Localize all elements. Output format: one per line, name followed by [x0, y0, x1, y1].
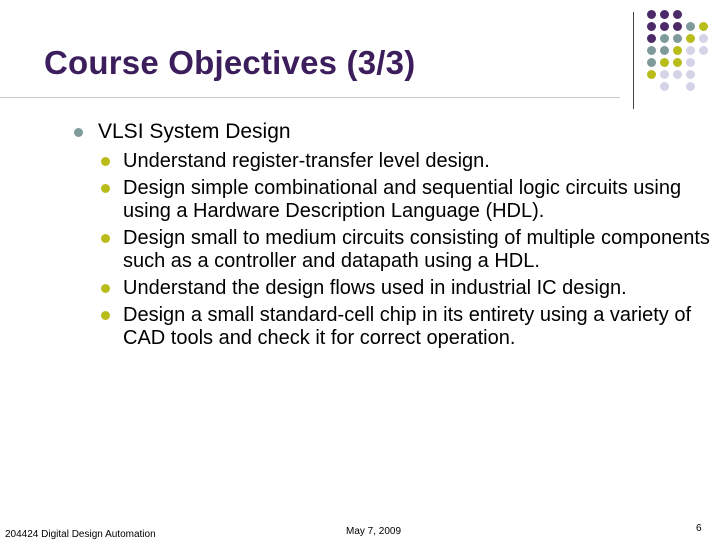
decor-dot: [673, 70, 682, 79]
bullet-item: [74, 120, 714, 144]
decor-dot: [673, 22, 682, 31]
subbullet-item: [101, 304, 714, 350]
decor-dot: [647, 34, 656, 43]
slide-title: Course Objectives (3/3): [44, 44, 416, 81]
bullet-dot-icon: [101, 311, 110, 320]
bullet-dot-icon: [101, 184, 110, 193]
subbullet-text: Design simple combinational and sequential logic circuits using using a Hardware Description Language (HDL).: [123, 177, 682, 222]
footer-date: May 7, 2009: [346, 526, 402, 537]
decor-dot: [660, 70, 669, 79]
decor-dot: [660, 34, 669, 43]
decor-dot: [660, 10, 669, 19]
subbullet-text: Understand register-transfer level design.: [123, 150, 490, 172]
bullet-dot-icon: [74, 128, 83, 137]
title-divider: [0, 97, 620, 98]
decor-vertical-line: [633, 12, 634, 109]
decor-dot: [647, 58, 656, 67]
decor-dot: [660, 58, 669, 67]
decor-dot: [660, 82, 669, 91]
subbullet-item: [101, 177, 714, 223]
decor-dot: [660, 46, 669, 55]
decor-dot: [660, 22, 669, 31]
decor-dot: [673, 34, 682, 43]
subbullet-item: [101, 277, 714, 300]
decor-dot: [647, 46, 656, 55]
footer-course: 204424 Digital Design Automation: [5, 529, 156, 540]
bullet-dot-icon: [101, 234, 110, 243]
decor-dot: [647, 10, 656, 19]
decor-dot: [673, 58, 682, 67]
decor-dot: [673, 10, 682, 19]
decor-dot: [699, 22, 708, 31]
decor-dot: [686, 34, 695, 43]
bullet-dot-icon: [101, 284, 110, 293]
subbullet-item: [101, 150, 714, 173]
page-number: 6: [696, 523, 702, 534]
subbullet-text: Understand the design flows used in industrial IC design.: [123, 277, 627, 299]
decor-dot: [647, 22, 656, 31]
decor-dot: [699, 46, 708, 55]
decor-dot: [686, 82, 695, 91]
decor-dot-grid: [647, 10, 727, 110]
bullet-dot-icon: [101, 157, 110, 166]
bullet-text: VLSI System Design: [98, 120, 291, 143]
decor-dot: [673, 46, 682, 55]
decor-dot: [686, 58, 695, 67]
decor-dot: [699, 34, 708, 43]
bullet-list: [74, 120, 714, 354]
decor-dot: [686, 22, 695, 31]
subbullet-text: Design small to medium circuits consisting of multiple components such as a controller and datapath using a HDL.: [123, 227, 710, 272]
decor-dot: [686, 70, 695, 79]
subbullet-item: [101, 227, 714, 273]
decor-dot: [686, 46, 695, 55]
decor-dot: [647, 70, 656, 79]
subbullet-text: Design a small standard-cell chip in its entirety using a variety of CAD tools and check it for correct operation.: [123, 304, 692, 349]
